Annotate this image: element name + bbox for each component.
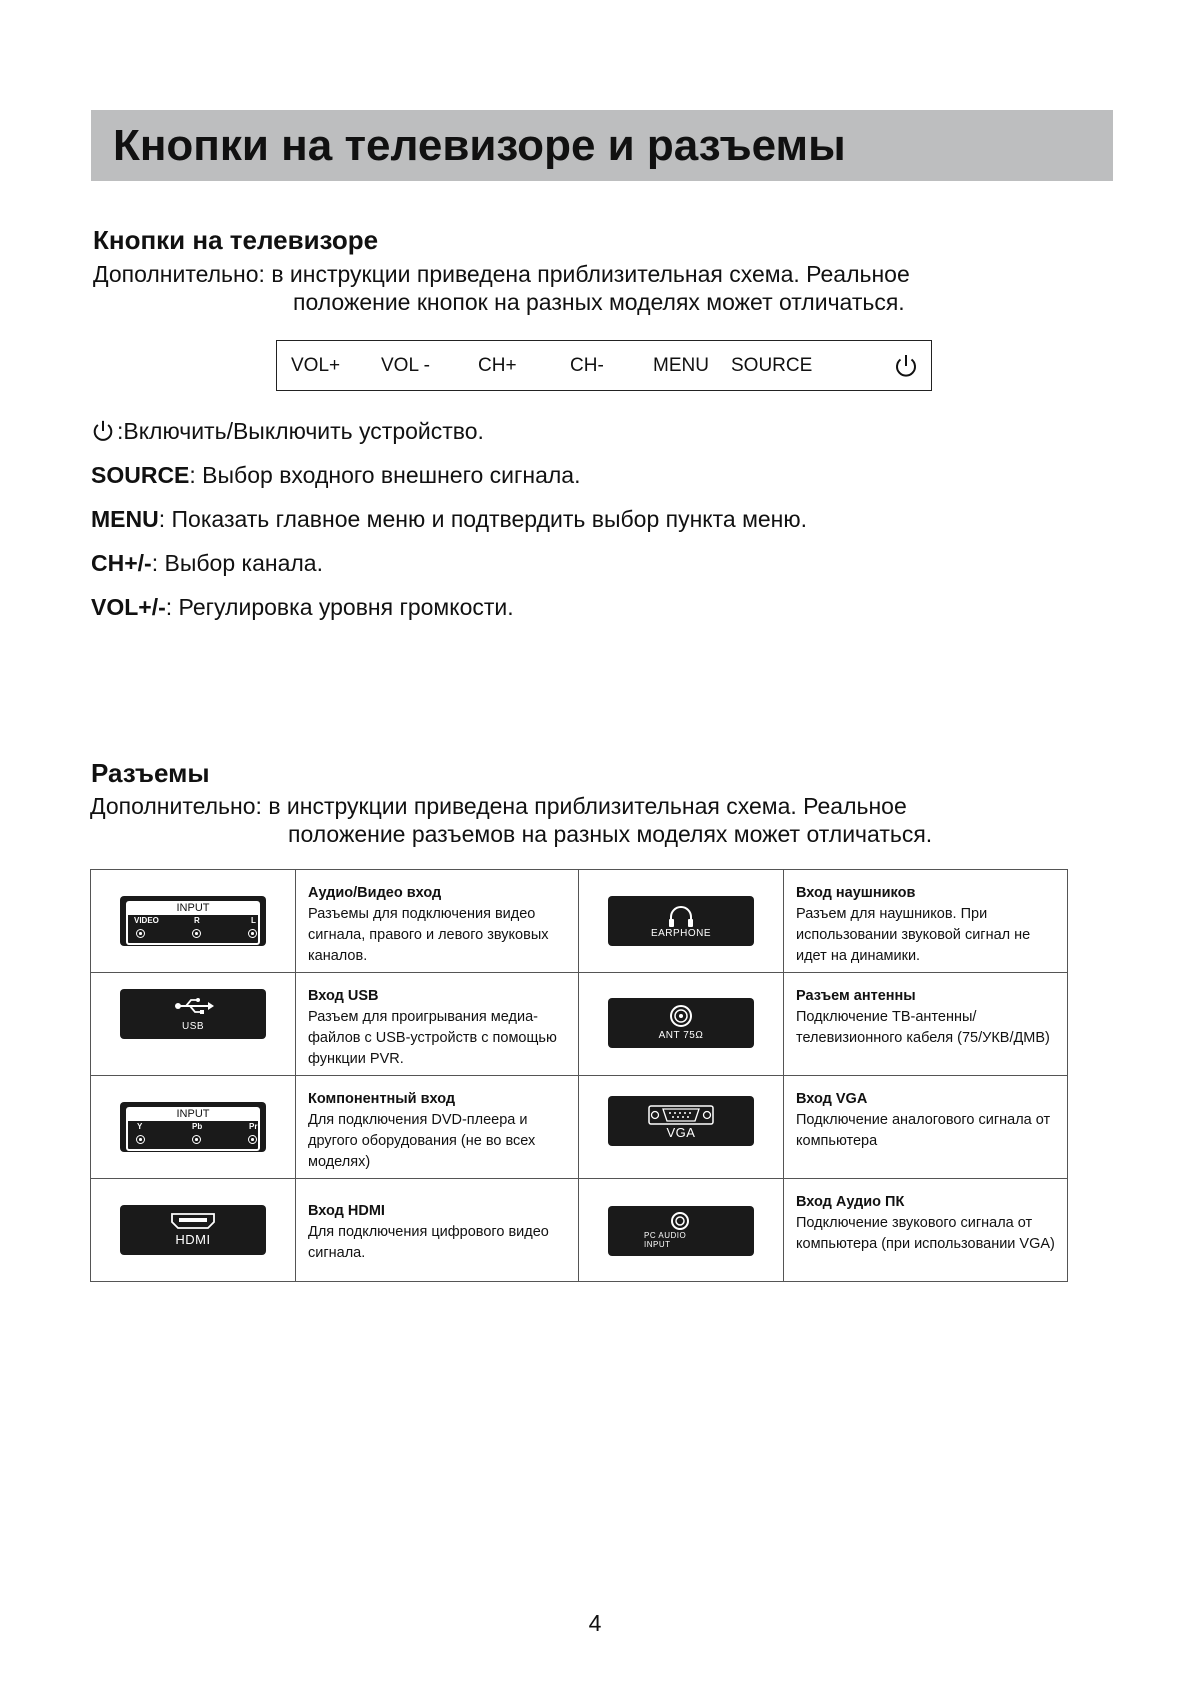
table-row [91,870,1068,973]
buttons-section-title: Кнопки на телевизоре [93,225,379,255]
port-title: Вход HDMI [308,1203,385,1219]
panel-caption: VGA [666,1125,696,1140]
buttons-note-line2: положение кнопок на разных моделях может отличаться. [293,289,905,315]
jack-label: L [251,916,256,925]
port-description: Для подключения DVD-плеера и другого оборудования (не во всех моделях) [308,1112,536,1170]
port-title: Вход наушников [796,885,916,901]
ports-section-note [90,792,932,848]
page-title-banner [91,110,1113,181]
power-description: :Включить/Выключить устройство. [91,418,484,445]
hdmi-panel [120,1205,266,1255]
jack-label: R [194,916,200,925]
ports-note-line1: Дополнительно: в инструкции приведена приблизительная схема. Реальное [90,793,907,819]
strip-label-vol-minus: VOL - [381,355,430,376]
port-title: Аудио/Видео вход [308,885,442,901]
rca-jack-icon [192,1135,201,1144]
rca-jack-icon [192,929,201,938]
port-title: Компонентный вход [308,1091,456,1107]
jack-label: Pr [249,1122,258,1131]
panel-caption: EARPHONE [650,928,712,939]
panel-header-label: INPUT [128,902,258,915]
strip-label-vol-plus: VOL+ [291,355,341,376]
port-description: Разъемы для подключения видео сигнала, правого и левого звуковых каналов. [308,906,549,964]
headphones-icon [666,904,696,928]
av-input-panel [120,896,266,946]
ports-note-line2: положение разъемов на разных моделях может отличаться. [288,821,933,847]
usb-panel [120,989,266,1039]
audio-jack-icon [669,1210,691,1232]
volume-description: VOL+/-: Регулировка уровня громкости. [91,594,514,620]
panel-caption: PC AUDIO [644,1231,687,1240]
component-input-panel [120,1102,266,1152]
panel-header-label: INPUT [128,1108,258,1121]
source-description: SOURCE: Выбор входного внешнего сигнала. [91,462,581,488]
rca-jack-icon [136,929,145,938]
jack-label: Pb [192,1122,203,1131]
port-description: Подключение ТВ-антенны/ телевизионного кабеля (75/УКВ/ДМВ) [796,1009,1050,1046]
hdmi-connector-icon [171,1213,215,1229]
port-description: Для подключения цифрового видео сигнала. [308,1224,549,1261]
table-row [91,1076,1068,1179]
strip-label-ch-plus: CH+ [478,355,517,376]
port-description: Подключение звукового сигнала от компьютера (при использовании VGA) [796,1215,1055,1252]
ports-section-title: Разъемы [91,758,210,788]
port-title: Вход Аудио ПК [796,1194,905,1210]
rca-jack-icon [136,1135,145,1144]
panel-caption: ANT 75Ω [658,1030,704,1041]
buttons-note-line1: Дополнительно: в инструкции приведена приблизительная схема. Реальное [93,261,910,287]
antenna-panel [608,998,754,1048]
page-title: Кнопки на телевизоре и разъемы [113,121,846,170]
channel-description: CH+/-: Выбор канала. [91,550,323,576]
rca-jack-icon [248,1135,257,1144]
port-title: Разъем антенны [796,988,916,1004]
panel-caption: USB [181,1021,205,1032]
usb-icon [174,997,214,1015]
power-icon [91,419,115,443]
earphone-panel [608,896,754,946]
table-row [91,973,1068,1076]
rca-jack-icon [248,929,257,938]
port-description: Разъем для проигрывания медиа-файлов с USB-устройств с помощью функции PVR. [308,1009,557,1067]
menu-description: MENU: Показать главное меню и подтвердить выбор пункта меню. [91,506,808,532]
strip-label-menu: MENU [653,355,709,376]
strip-label-ch-minus: CH- [570,355,604,376]
vga-connector-icon [648,1105,714,1125]
vga-panel [608,1096,754,1146]
strip-label-source: SOURCE [731,355,813,376]
jack-label: VIDEO [134,916,159,925]
jack-label: Y [137,1122,143,1131]
tv-button-strip [276,340,932,391]
port-description: Подключение аналогового сигнала от компьютера [796,1112,1051,1149]
port-title: Вход USB [308,988,379,1004]
panel-caption: INPUT [644,1240,671,1249]
port-description: Разъем для наушников. При использовании звуковой сигнал не идет на динамики. [796,906,1031,964]
coax-jack-icon [669,1004,693,1028]
pc-audio-panel [608,1206,754,1256]
table-row [91,1179,1068,1282]
page-number: 4 [588,1610,602,1636]
panel-caption: HDMI [175,1232,211,1247]
buttons-section-note [93,260,910,316]
port-title: Вход VGA [796,1091,868,1107]
ports-table [90,869,1068,1282]
power-icon [893,353,919,379]
